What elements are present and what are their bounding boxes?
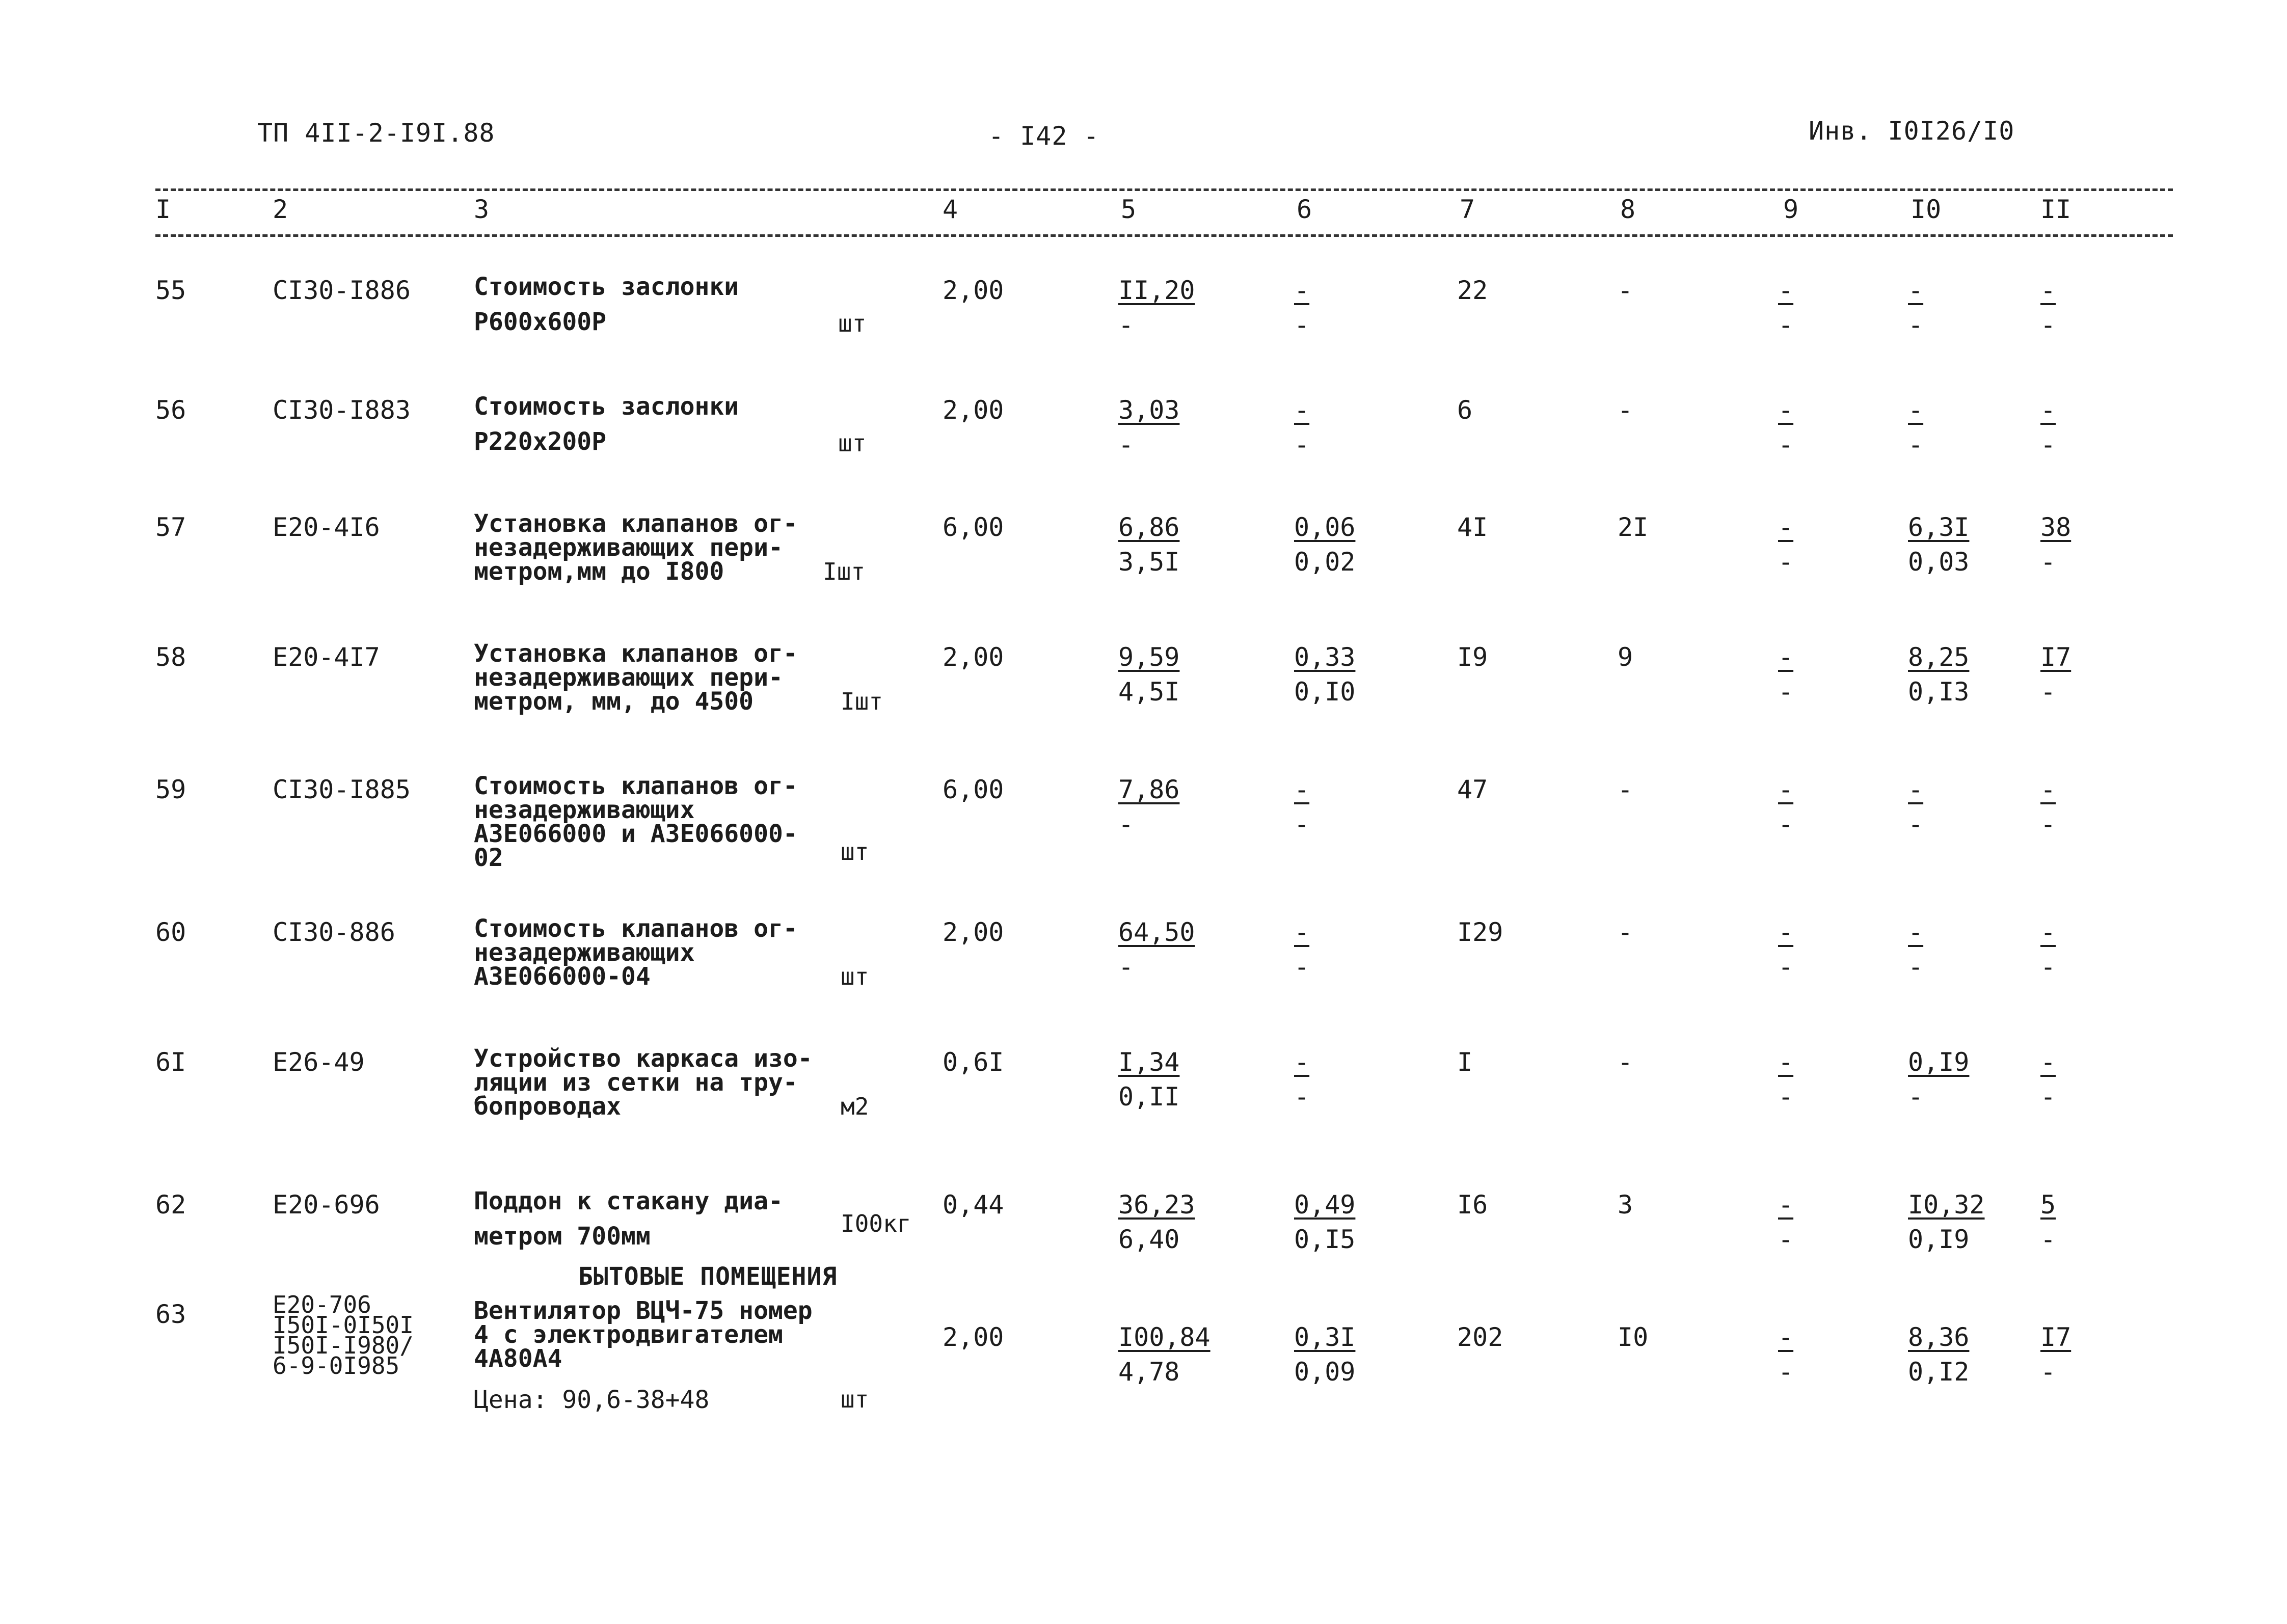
c7-value: 4I: [1457, 512, 1488, 542]
quantity: 6,00: [943, 512, 1004, 542]
c10-bottom: -: [1908, 310, 1924, 340]
row-number: 57: [155, 512, 186, 542]
item-description: 4А80А4: [474, 1344, 562, 1373]
item-code: 6-9-0I985: [273, 1352, 400, 1379]
c6-bottom: -: [1294, 1082, 1310, 1112]
col-5: 5: [1121, 195, 1137, 224]
item-description: Установка клапанов ог-: [474, 509, 798, 538]
row-number: 56: [155, 395, 186, 425]
c6-top: -: [1294, 775, 1310, 804]
col-1: I: [155, 195, 171, 224]
c9-top: -: [1778, 1047, 1794, 1077]
c9-bottom: -: [1778, 1357, 1794, 1387]
col-9: 9: [1783, 195, 1799, 224]
inventory-number: Инв. I0I26/I0: [1809, 116, 2015, 146]
item-description: Стоимость клапанов ог-: [474, 914, 798, 943]
c5-bottom: -: [1118, 430, 1134, 459]
col-6: 6: [1297, 195, 1312, 224]
header-top-rule: [155, 188, 2173, 191]
c5-top: 7,86: [1118, 775, 1180, 804]
col-10: I0: [1911, 195, 1942, 224]
item-description: незадерживающих: [474, 938, 695, 967]
c9-top: -: [1778, 917, 1794, 947]
item-description: Стоимость заслонки: [474, 273, 739, 301]
c5-top: I00,84: [1118, 1322, 1210, 1352]
c10-top: 0,I9: [1908, 1047, 1970, 1077]
c7-value: 22: [1457, 276, 1488, 305]
item-description: АЗЕ066000-04: [474, 962, 651, 991]
c11-top: I7: [2040, 1322, 2071, 1352]
row-number: 60: [155, 917, 186, 947]
c5-top: 36,23: [1118, 1190, 1195, 1220]
col-11: II: [2040, 195, 2071, 224]
c5-top: 64,50: [1118, 917, 1195, 947]
c11-bottom: -: [2040, 430, 2056, 459]
c6-bottom: 0,02: [1294, 547, 1356, 577]
unit-of-measure: I00кг: [841, 1210, 911, 1237]
c6-top: 0,06: [1294, 512, 1356, 542]
c6-bottom: -: [1294, 430, 1310, 459]
c10-bottom: -: [1908, 952, 1924, 982]
unit-of-measure: шт: [838, 310, 867, 337]
c5-bottom: 3,5I: [1118, 547, 1180, 577]
row-number: 62: [155, 1190, 186, 1220]
item-code: I50I-I980/: [273, 1332, 414, 1359]
c11-bottom: -: [2040, 310, 2056, 340]
c8-value: -: [1618, 1047, 1633, 1077]
c5-top: I,34: [1118, 1047, 1180, 1077]
unit-of-measure: шт: [841, 1386, 869, 1413]
c6-bottom: -: [1294, 952, 1310, 982]
c6-top: -: [1294, 276, 1310, 305]
unit-of-measure: шт: [841, 963, 869, 990]
c7-value: I9: [1457, 642, 1488, 672]
unit-of-measure: шт: [841, 838, 869, 865]
c9-bottom: -: [1778, 430, 1794, 459]
item-code: Е20-4I6: [273, 512, 380, 542]
c10-top: -: [1908, 395, 1924, 425]
item-code: Е20-4I7: [273, 642, 380, 672]
c5-bottom: -: [1118, 952, 1134, 982]
c9-bottom: -: [1778, 310, 1794, 340]
item-description: Вентилятор ВЦЧ-75 номер: [474, 1296, 813, 1325]
c11-bottom: -: [2040, 1225, 2056, 1254]
c7-value: I29: [1457, 917, 1503, 947]
c11-bottom: -: [2040, 677, 2056, 707]
doc-code: ТП 4II-2-I9I.88: [257, 118, 495, 148]
header-bottom-rule: [155, 234, 2173, 237]
c10-bottom: -: [1908, 809, 1924, 839]
item-description: незадерживающих пери-: [474, 533, 783, 562]
col-8: 8: [1620, 195, 1636, 224]
item-description: Поддон к стакану диа-: [474, 1187, 783, 1215]
c5-bottom: -: [1118, 310, 1134, 340]
item-description: Стоимость заслонки: [474, 392, 739, 421]
c7-value: 6: [1457, 395, 1473, 425]
row-number: 58: [155, 642, 186, 672]
c7-value: 202: [1457, 1322, 1503, 1352]
c8-value: -: [1618, 775, 1633, 804]
c9-bottom: -: [1778, 1225, 1794, 1254]
c8-value: -: [1618, 276, 1633, 305]
c6-top: 0,33: [1294, 642, 1356, 672]
item-description: Стоимость клапанов ог-: [474, 772, 798, 800]
c9-top: -: [1778, 1190, 1794, 1220]
c10-top: -: [1908, 276, 1924, 305]
c8-value: 9: [1618, 642, 1633, 672]
c7-value: I6: [1457, 1190, 1488, 1220]
c11-top: I7: [2040, 642, 2071, 672]
c6-top: -: [1294, 1047, 1310, 1077]
item-description: Р220х200Р: [474, 427, 607, 456]
c6-bottom: -: [1294, 809, 1310, 839]
c9-top: -: [1778, 276, 1794, 305]
item-description: метром 700мм: [474, 1222, 651, 1251]
item-code: Е26-49: [273, 1047, 365, 1077]
c11-top: -: [2040, 276, 2056, 305]
c10-top: 8,36: [1908, 1322, 1970, 1352]
quantity: 0,44: [943, 1190, 1004, 1220]
col-7: 7: [1460, 195, 1475, 224]
row-number: 63: [155, 1300, 186, 1329]
c5-bottom: 4,78: [1118, 1357, 1180, 1387]
item-description: Устройство каркаса изо-: [474, 1044, 813, 1073]
col-4: 4: [943, 195, 958, 224]
c8-value: 3: [1618, 1190, 1633, 1220]
quantity: 2,00: [943, 1322, 1004, 1352]
c5-top: 9,59: [1118, 642, 1180, 672]
item-code: Е20-696: [273, 1190, 380, 1220]
quantity: 2,00: [943, 395, 1004, 425]
c11-top: -: [2040, 395, 2056, 425]
c6-top: -: [1294, 917, 1310, 947]
item-description: АЗЕ066000 и АЗЕ066000-: [474, 820, 798, 848]
quantity: 6,00: [943, 775, 1004, 804]
quantity: 2,00: [943, 276, 1004, 305]
c10-bottom: -: [1908, 1082, 1924, 1112]
c9-top: -: [1778, 642, 1794, 672]
item-description: Установка клапанов ог-: [474, 639, 798, 668]
c5-top: II,20: [1118, 276, 1195, 305]
c10-top: 6,3I: [1908, 512, 1970, 542]
c11-bottom: -: [2040, 547, 2056, 577]
item-description: бопроводах: [474, 1092, 621, 1121]
c9-bottom: -: [1778, 547, 1794, 577]
c10-top: -: [1908, 917, 1924, 947]
c10-bottom: 0,I9: [1908, 1225, 1970, 1254]
item-description: 02: [474, 844, 503, 872]
c10-bottom: -: [1908, 430, 1924, 459]
unit-of-measure: шт: [838, 429, 867, 457]
c8-value: 2I: [1618, 512, 1649, 542]
c10-bottom: 0,I2: [1908, 1357, 1970, 1387]
row-number: 55: [155, 276, 186, 305]
c10-top: I0,32: [1908, 1190, 1985, 1220]
c11-bottom: -: [2040, 1082, 2056, 1112]
item-code: I50I-0I50I: [273, 1311, 414, 1339]
c6-bottom: 0,I0: [1294, 677, 1356, 707]
c9-bottom: -: [1778, 677, 1794, 707]
c11-top: -: [2040, 917, 2056, 947]
quantity: 0,6I: [943, 1047, 1004, 1077]
c6-top: 0,3I: [1294, 1322, 1356, 1352]
col-3: 3: [474, 195, 490, 224]
c5-bottom: 4,5I: [1118, 677, 1180, 707]
c9-top: -: [1778, 1322, 1794, 1352]
c9-bottom: -: [1778, 952, 1794, 982]
c11-bottom: -: [2040, 1357, 2056, 1387]
c8-value: -: [1618, 917, 1633, 947]
item-code: Е20-706: [273, 1291, 371, 1318]
c5-bottom: 0,II: [1118, 1082, 1180, 1112]
item-description: 4 с электродвигателем: [474, 1320, 783, 1349]
c6-top: -: [1294, 395, 1310, 425]
c5-bottom: -: [1118, 809, 1134, 839]
c9-bottom: -: [1778, 1082, 1794, 1112]
item-code: CI30-I886: [273, 276, 411, 305]
c10-top: -: [1908, 775, 1924, 804]
c5-top: 3,03: [1118, 395, 1180, 425]
unit-of-measure: Iшт: [841, 688, 883, 715]
c8-value: I0: [1618, 1322, 1649, 1352]
c10-top: 8,25: [1908, 642, 1970, 672]
unit-of-measure: Iшт: [823, 558, 866, 585]
c9-bottom: -: [1778, 809, 1794, 839]
col-2: 2: [273, 195, 288, 224]
quantity: 2,00: [943, 917, 1004, 947]
c11-bottom: -: [2040, 809, 2056, 839]
c9-top: -: [1778, 775, 1794, 804]
item-description: Р600х600Р: [474, 308, 607, 336]
item-description: незадерживающих: [474, 796, 695, 824]
unit-of-measure: м2: [841, 1093, 869, 1120]
item-code: CI30-I885: [273, 775, 411, 804]
c10-bottom: 0,I3: [1908, 677, 1970, 707]
c5-bottom: 6,40: [1118, 1225, 1180, 1254]
c11-top: 38: [2040, 512, 2071, 542]
item-code: CI30-886: [273, 917, 395, 947]
row-number: 6I: [155, 1047, 186, 1077]
row-number: 59: [155, 775, 186, 804]
c9-top: -: [1778, 512, 1794, 542]
item-price: Цена: 90,6-38+48: [474, 1386, 710, 1414]
c6-top: 0,49: [1294, 1190, 1356, 1220]
item-code: CI30-I883: [273, 395, 411, 425]
c6-bottom: 0,09: [1294, 1357, 1356, 1387]
c6-bottom: -: [1294, 310, 1310, 340]
item-description: ляции из сетки на тру-: [474, 1068, 798, 1097]
item-description: метром, мм, до 4500: [474, 687, 754, 716]
c6-bottom: 0,I5: [1294, 1225, 1356, 1254]
c11-bottom: -: [2040, 952, 2056, 982]
c11-top: -: [2040, 775, 2056, 804]
c9-top: -: [1778, 395, 1794, 425]
page-number: - I42 -: [988, 121, 1099, 151]
item-description: незадерживающих пери-: [474, 663, 783, 692]
c5-top: 6,86: [1118, 512, 1180, 542]
section-title: БЫТОВЫЕ ПОМЕЩЕНИЯ: [578, 1262, 838, 1291]
c7-value: I: [1457, 1047, 1473, 1077]
c11-top: 5: [2040, 1190, 2056, 1220]
c11-top: -: [2040, 1047, 2056, 1077]
quantity: 2,00: [943, 642, 1004, 672]
item-description: метром,мм до I800: [474, 557, 724, 586]
c10-bottom: 0,03: [1908, 547, 1970, 577]
c7-value: 47: [1457, 775, 1488, 804]
c8-value: -: [1618, 395, 1633, 425]
